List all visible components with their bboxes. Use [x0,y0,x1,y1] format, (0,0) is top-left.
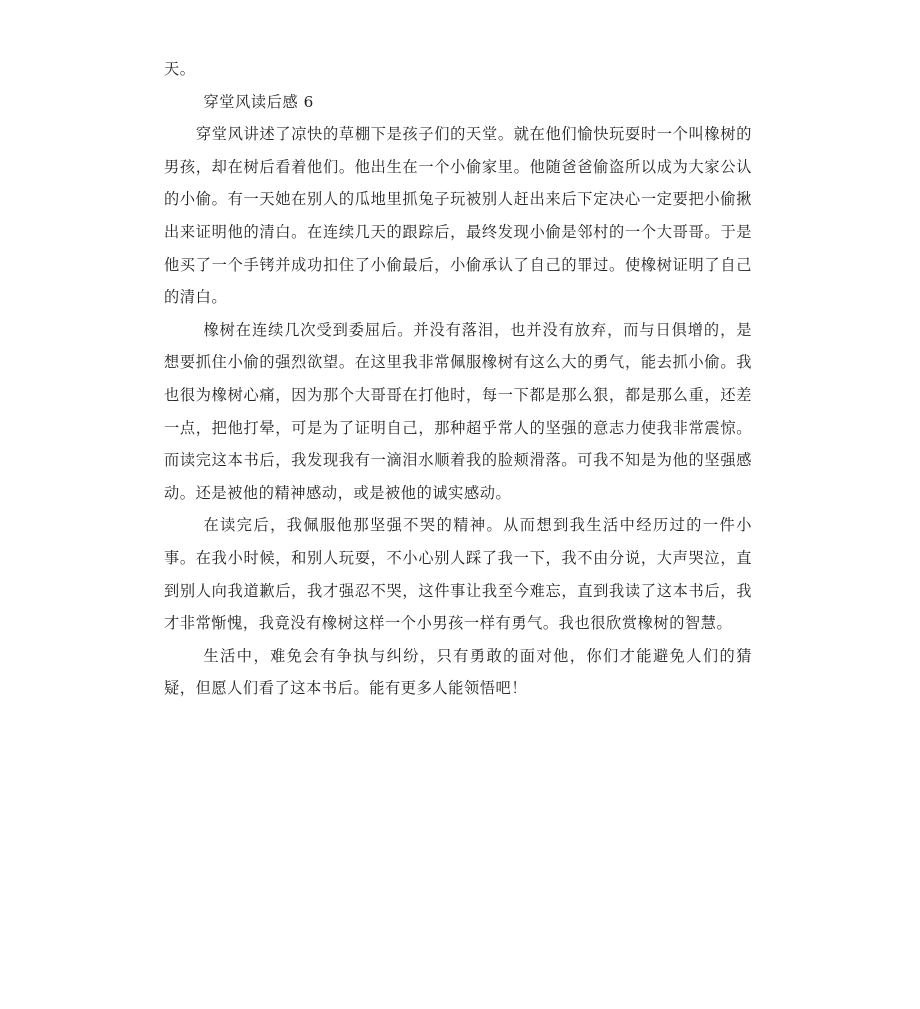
continued-text: 天。 [164,60,196,78]
paragraph-1: 穿堂风讲述了凉快的草棚下是孩子们的天堂。就在他们愉快玩耍时一个叫橡树的男孩，却在树后看着他们。他出生在一个小偷家里。他随爸爸偷盗所以成为大家公认的小偷。有一天她在别人的瓜地里抓兔子玩被别人赶出来后下定决心一定要把小偷揪出来证明他的清白。在连续几天的跟踪后，最终发现小偷是邻村的一个大哥哥。于是他买了一个手铐并成功扣住了小偷最后，小偷承认了自己的罪过。使橡树证明了自己的清白。 [164,125,752,307]
paragraph-3: 在读完后，我佩服他那坚强不哭的精神。从而想到我生活中经历过的一件小事。在我小时候，和别人玩耍，不小心别人踩了我一下，我不由分说，大声哭泣，直到别人向我道歉后，我才强忍不哭，这件事让我至今难忘，直到我读了这本书后，我才非常惭愧，我竟没有橡树这样一个小男孩一样有勇气。我也很欣赏橡树的智慧。 [164,516,752,633]
paragraph-4: 生活中，难免会有争执与纠纷，只有勇敢的面对他，你们才能避免人们的猜疑，但愿人们看了这本书后。能有更多人能领悟吧！ [164,646,752,698]
section-heading: 穿堂风读后感 6 [203,92,314,111]
document-body [164,53,752,705]
paragraph-2: 橡树在连续几次受到委屈后。并没有落泪，也并没有放弃，而与日俱增的，是想要抓住小偷的强烈欲望。在这里我非常佩服橡树有这么大的勇气，能去抓小偷。我也很为橡树心痛，因为那个大哥哥在打他时，每一下都是那么狠，都是那么重，还差一点，把他打晕，可是为了证明自己，那种超乎常人的坚强的意志力使我非常震惊。而读完这本书后，我发现我有一滴泪水顺着我的脸颊滑落。可我不知是为他的坚强感动。还是被他的精神感动，或是被他的诚实感动。 [164,320,752,502]
